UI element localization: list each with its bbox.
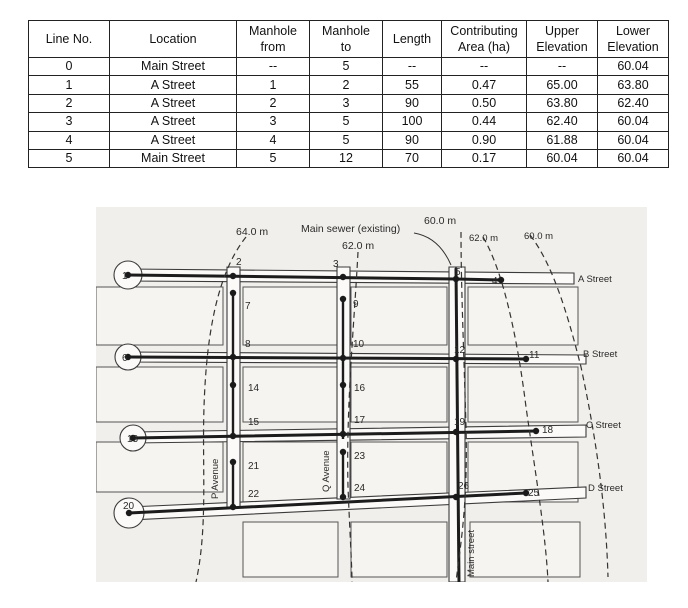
manhole-label: 17 (354, 415, 366, 426)
manhole-label: 15 (248, 417, 260, 428)
table-cell: 5 (310, 113, 383, 131)
manhole-label: 18 (542, 425, 554, 436)
column-header-line: Lower (615, 24, 651, 38)
contour-label-62-right: 62.0 m (469, 233, 499, 244)
table-cell: 90 (383, 94, 442, 112)
column-header-line: Manhole (249, 24, 297, 38)
column-header (383, 21, 442, 58)
table-cell: 62.40 (527, 113, 598, 131)
table-cell: 0.50 (442, 94, 527, 112)
column-header-line: Area (ha) (457, 40, 511, 54)
table-cell: 0.90 (442, 131, 527, 149)
sewer-network-map (96, 207, 647, 582)
contour-label-60-top: 60.0 m (424, 215, 457, 227)
contour-label-62-left: 62.0 m (342, 240, 375, 252)
column-header (110, 21, 237, 58)
column-header (310, 21, 383, 58)
column-header (237, 21, 310, 58)
street-label-b: B Street (583, 349, 618, 360)
column-header (527, 21, 598, 58)
avenue-label-q: Q Avenue (321, 450, 332, 492)
table-cell: 60.04 (527, 149, 598, 167)
manhole-label: 2 (236, 257, 242, 268)
manhole-label: 11 (529, 350, 540, 361)
column-header (29, 21, 110, 58)
table-cell: 60.04 (598, 113, 669, 131)
street-label-a: A Street (578, 274, 612, 285)
manhole-label: 14 (248, 383, 260, 394)
table-cell: A Street (110, 131, 237, 149)
table-cell: 55 (383, 76, 442, 94)
table-cell: 0.17 (442, 149, 527, 167)
column-header-line: Location (149, 32, 197, 46)
table-cell: 0.44 (442, 113, 527, 131)
table-cell: 60.04 (598, 131, 669, 149)
table-cell: 63.80 (527, 94, 598, 112)
contour-label-60-right: 60.0 m (524, 231, 554, 242)
table-cell: 12 (310, 149, 383, 167)
manhole-label: 26 (458, 481, 470, 492)
table-row (29, 149, 669, 167)
column-header (598, 21, 669, 58)
table-cell: 0 (29, 58, 110, 76)
sewer-design-table (28, 20, 669, 168)
manhole-label: 21 (248, 461, 260, 472)
manhole-label: 1 (122, 271, 128, 282)
column-header-line: Line No. (45, 32, 93, 46)
avenue-label-main: Main street (466, 530, 477, 577)
manhole-label: 25 (528, 488, 540, 499)
manhole-label: 8 (245, 339, 251, 350)
manhole-label: 22 (248, 489, 260, 500)
column-header-line: Length (392, 32, 432, 46)
table-cell: 1 (237, 76, 310, 94)
table-body (29, 58, 669, 168)
column-header (442, 21, 527, 58)
table-cell: 2 (29, 94, 110, 112)
table-cell: 62.40 (598, 94, 669, 112)
table-cell: 60.04 (598, 58, 669, 76)
table-cell: 3 (310, 94, 383, 112)
table-cell: 4 (237, 131, 310, 149)
street-label-d: D Street (588, 483, 623, 494)
column-header-line: to (340, 40, 352, 54)
table-cell: 100 (383, 113, 442, 131)
table-cell: A Street (110, 113, 237, 131)
table-cell: 63.80 (598, 76, 669, 94)
table-cell: 2 (237, 94, 310, 112)
table-cell: A Street (110, 76, 237, 94)
street-label-c: C Street (586, 420, 621, 431)
table-cell: 1 (29, 76, 110, 94)
manhole-label: 20 (123, 501, 135, 512)
table-cell: 5 (237, 149, 310, 167)
manhole-label: 10 (353, 339, 365, 350)
table-cell: 3 (29, 113, 110, 131)
table-cell: -- (383, 58, 442, 76)
table-cell: 70 (383, 149, 442, 167)
manhole-label: 6 (122, 353, 128, 364)
column-header-line: Elevation (607, 40, 659, 54)
table-row (29, 131, 669, 149)
table-cell: 0.47 (442, 76, 527, 94)
table-cell: A Street (110, 94, 237, 112)
table-cell: 5 (310, 58, 383, 76)
table-cell: Main Street (110, 149, 237, 167)
manhole-label: 16 (354, 383, 366, 394)
table-cell: 65.00 (527, 76, 598, 94)
table-row (29, 76, 669, 94)
manhole-label: 9 (353, 299, 359, 310)
manhole-label: 12 (454, 345, 466, 356)
table-cell: 61.88 (527, 131, 598, 149)
table-row (29, 58, 669, 76)
contour-label-64: 64.0 m (236, 226, 269, 238)
table-cell: 3 (237, 113, 310, 131)
manhole-label: 7 (245, 301, 251, 312)
column-header-line: from (260, 40, 286, 54)
table-cell: 60.04 (598, 149, 669, 167)
column-header-line: Manhole (322, 24, 370, 38)
avenue-label-p: P Avenue (210, 458, 221, 499)
table-cell: -- (237, 58, 310, 76)
manhole-label: 5 (455, 267, 461, 278)
table-cell: Main Street (110, 58, 237, 76)
manhole-label: 3 (333, 259, 339, 270)
map-drawing (96, 207, 647, 582)
table-cell: -- (527, 58, 598, 76)
main-sewer-label: Main sewer (existing) (301, 223, 401, 235)
table-cell: 90 (383, 131, 442, 149)
table-cell: 4 (29, 131, 110, 149)
table-row (29, 113, 669, 131)
column-header-line: Contributing (450, 24, 518, 38)
manhole-label: 23 (354, 451, 366, 462)
column-header-line: Elevation (536, 40, 588, 54)
table-cell: -- (442, 58, 527, 76)
table-header-row (29, 21, 669, 58)
column-header-line: Upper (544, 24, 580, 38)
table-cell: 5 (29, 149, 110, 167)
manhole-label: 24 (354, 483, 366, 494)
table-cell: 2 (310, 76, 383, 94)
table-row (29, 94, 669, 112)
manhole-label: 4 (492, 276, 498, 287)
manhole-label: 13 (127, 434, 139, 445)
table-cell: 5 (310, 131, 383, 149)
manhole-label: 19 (454, 417, 466, 428)
